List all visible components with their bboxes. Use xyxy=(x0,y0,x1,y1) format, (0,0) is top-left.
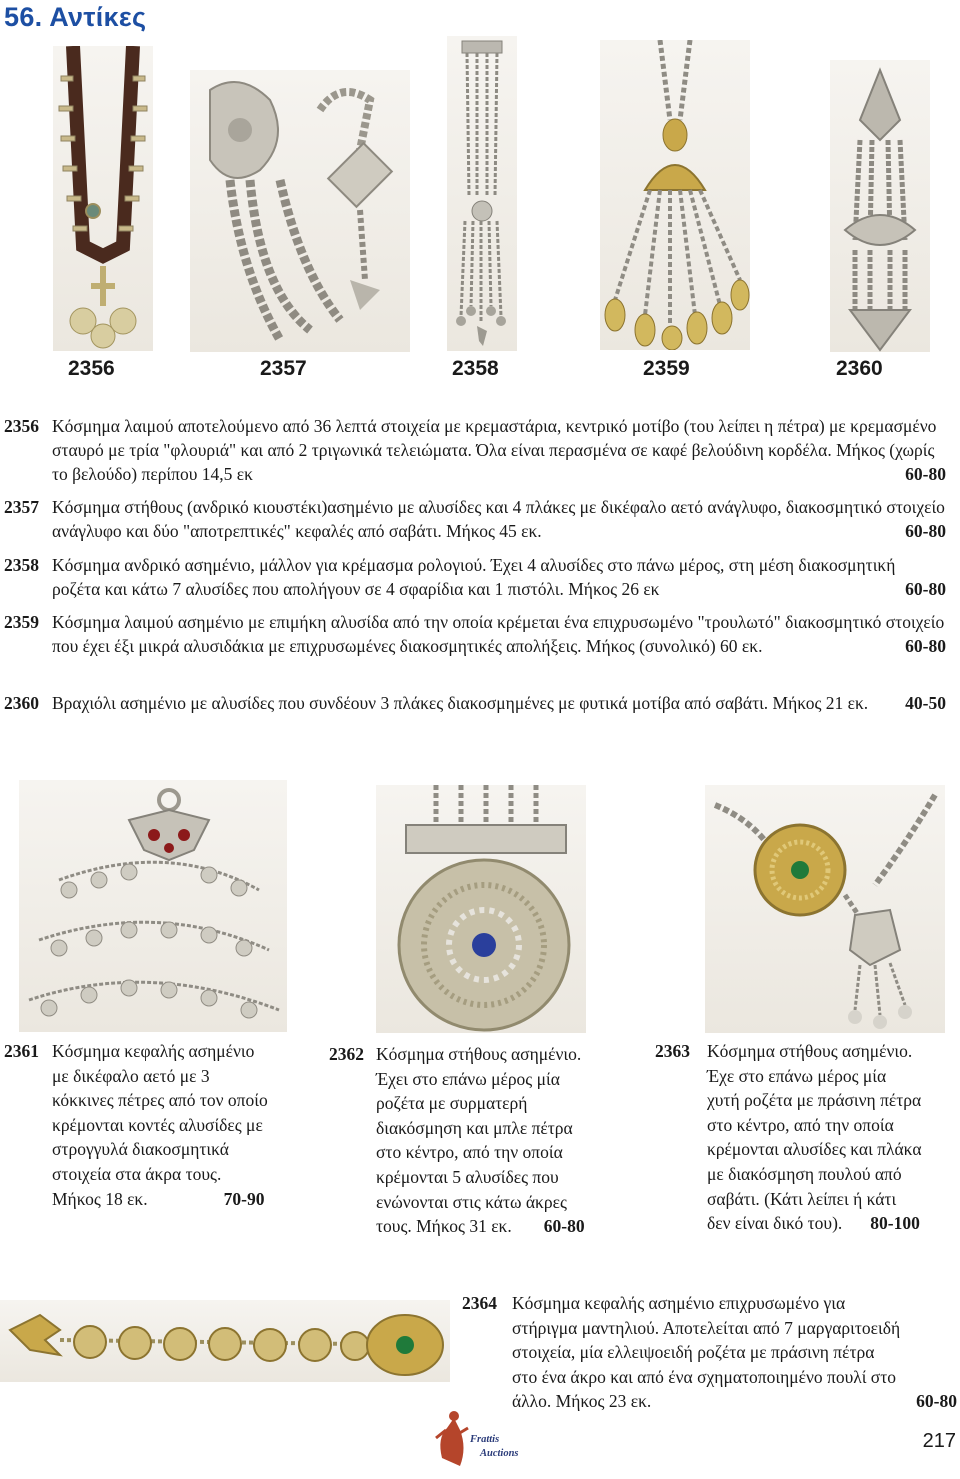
lot-text-line: Κόσμημα κεφαλής ασημένιο επιχρυσωμένο για xyxy=(512,1293,846,1313)
lot-text-line: τους. Μήκος 31 εκ. xyxy=(376,1216,512,1237)
rosette-chain-photo-icon xyxy=(705,785,945,1033)
lot-number: 2356 xyxy=(4,416,39,436)
lot-text-line: σαβάτι. (Κάτι λείπει ή κάτι xyxy=(707,1188,897,1209)
lot-text-line: στρογγυλά διακοσμητικά xyxy=(52,1139,229,1160)
lot-number: 2361 xyxy=(4,1041,39,1061)
lot-description-2358 xyxy=(4,553,946,601)
lot-text-line: στο κέντρο, από την οποία xyxy=(376,1142,563,1163)
lot-description-2356 xyxy=(4,414,946,486)
lot-text: Βραχιόλι ασημένιο με αλυσίδες που συνδέουν 3 πλάκες διακοσμημένες με φυτικά μοτίβα από σαβάτι. Μήκος 21 εκ. xyxy=(52,693,869,713)
lot-price: 60-80 xyxy=(905,521,946,541)
lot-label-2360: 2360 xyxy=(836,357,883,380)
necklace-ribbon-photo-icon xyxy=(53,46,153,351)
lot-price: 60-80 xyxy=(905,464,946,484)
lot-text-line: Μήκος 18 εκ. xyxy=(52,1188,148,1209)
lot-text-line: κόκκινες πέτρες από τον οποίο xyxy=(52,1090,268,1111)
lot-price: 40-50 xyxy=(905,693,946,713)
chest-ornament-photo-icon xyxy=(190,70,410,352)
lot-text-line: Κόσμημα στήθους ασημένιο. xyxy=(707,1041,913,1061)
lot-text-line: κρέμονται κοντές αλυσίδες με xyxy=(52,1114,263,1135)
lot-price: 80-100 xyxy=(870,1213,920,1234)
lot-text-line: δεν είναι δικό του). xyxy=(707,1213,843,1234)
lot-description-2360 xyxy=(4,691,946,715)
lot-text-line: κρέμονται 5 αλυσίδες που xyxy=(376,1166,559,1187)
lot-text: Κόσμημα στήθους (ανδρικό κιουστέκι)ασημένιο με αλυσίδες και 4 πλάκες με δικέφαλο αετό ανάγλυφο, διακοσμητικό στοιχείο ανάγλυφο και δύο "αποτρεπτικές" κεφαλές από σαβάτι. Μήκος 45 εκ. xyxy=(52,497,945,541)
lot-text: Κόσμημα ανδρικό ασημένιο, μάλλον για κρέμασμα ρολογιού. Έχει 4 αλυσίδες στο πάνω μέρος, στη μέση διακοσμητική ροζέτα και κάτω 7 αλυσίδες που απολήγουν σε 4 σφαρίδια και 1 πιστόλι. Μήκος 26 εκ xyxy=(52,555,896,599)
lot-description-2363 xyxy=(655,1039,955,1236)
lot-text: Κόσμημα λαιμού ασημένιο με επιμήκη αλυσίδα από την οποία κρέμεται ένα επιχρυσωμένο "τρουλωτό" διακοσμητικό στοιχείο που έχει έξι μικρά αλυσιδάκια με επιχρυσωμένες διακοσμητικές απολήξεις. Μήκος (συνολικό) 60 εκ. xyxy=(52,612,945,656)
lot-label-2359: 2359 xyxy=(643,357,690,380)
lot-text-line: με διακόσμηση πουλού από xyxy=(707,1163,902,1184)
lot-text: Κόσμημα λαιμού αποτελούμενο από 36 λεπτά στοιχεία με κρεμαστάρια, κεντρικό μοτίβο (του λείπει η πέτρα) με κρεμασμένο σταυρό με τρία "φλουριά" και από 2 τριγωνικά τελειώματα. Όλα είναι περασμένα σε καφέ βελούδινη κορδέλα. Μήκος (χωρίς το βελούδο) περίπου 14,5 εκ xyxy=(52,416,937,484)
lot-text-line: στήριγμα μαντηλιού. Αποτελείται από 7 μαργαριτοειδή xyxy=(512,1317,901,1338)
lot-price: 60-80 xyxy=(905,579,946,599)
lot-text-line: με δικέφαλο αετό με 3 xyxy=(52,1065,210,1086)
head-ornament-photo-icon xyxy=(19,780,287,1032)
lot-description-2359 xyxy=(4,610,946,658)
lot-text-line: άλλο. Μήκος 23 εκ. xyxy=(512,1391,652,1412)
page-number: 217 xyxy=(922,1430,956,1452)
gilded-pendant-photo-icon xyxy=(600,40,750,350)
bracelet-photo-icon xyxy=(830,60,930,352)
watch-chain-photo-icon xyxy=(447,36,517,351)
logo-text-line2: Auctions xyxy=(480,1448,519,1459)
lot-text-line: Κόσμημα κεφαλής ασημένιο xyxy=(52,1041,255,1061)
section-title: 56. Αντίκες xyxy=(4,2,147,32)
lot-text-line: ροζέτα με συρματερή xyxy=(376,1093,528,1114)
lot-number: 2358 xyxy=(4,555,39,575)
lot-text-line: ενώνονται στις κάτω άκρες xyxy=(376,1191,567,1212)
lot-description-2364 xyxy=(462,1291,957,1414)
lot-label-2356: 2356 xyxy=(68,357,115,380)
lot-text-line: στο ένα άκρο και από ένα σχηματοποιημένο πουλί στο xyxy=(512,1366,897,1387)
lot-number: 2360 xyxy=(4,693,39,713)
lot-price: 60-80 xyxy=(916,1391,957,1412)
lot-price: 60-80 xyxy=(905,636,946,656)
headscarf-ornament-photo-icon xyxy=(0,1300,450,1382)
page-header xyxy=(0,0,960,34)
frattis-auctions-logo xyxy=(432,1408,542,1474)
lot-description-2361 xyxy=(4,1039,304,1211)
lot-text-line: στοιχεία, μία ελλειψοειδή ροζέτα με πράσινη πέτρα xyxy=(512,1342,875,1363)
lot-price: 60-80 xyxy=(543,1216,585,1237)
lot-text-line: στοιχεία στα άκρα τους. xyxy=(52,1163,222,1184)
lot-number: 2363 xyxy=(655,1041,690,1061)
lot-number: 2357 xyxy=(4,497,39,517)
lot-text-line: Έχει στο επάνω μέρος μία xyxy=(376,1068,560,1089)
lot-label-2358: 2358 xyxy=(452,357,499,380)
lot-text-line: χυτή ροζέτα με πράσινη πέτρα xyxy=(707,1090,922,1111)
logo-text-line1: Frattis xyxy=(470,1434,500,1445)
lot-text-line: Έχε στο επάνω μέρος μία xyxy=(707,1065,887,1086)
lot-number: 2362 xyxy=(329,1044,364,1064)
lot-number: 2364 xyxy=(462,1293,497,1313)
lot-label-2357: 2357 xyxy=(260,357,307,380)
lot-text-line: κρέμονται αλυσίδες και πλάκα xyxy=(707,1139,922,1160)
lot-text-line: στο κέντρο, από την οποία xyxy=(707,1114,894,1135)
lot-description-2357 xyxy=(4,495,946,543)
lot-price: 70-90 xyxy=(223,1188,265,1209)
lot-text-line: Κόσμημα στήθους ασημένιο. xyxy=(376,1044,582,1064)
lot-number-row xyxy=(0,357,960,387)
rosette-chest-ornament-photo-icon xyxy=(376,785,586,1033)
lot-description-2362 xyxy=(329,1042,629,1239)
lot-text-line: διακόσμηση και μπλε πέτρα xyxy=(376,1117,573,1138)
lot-number: 2359 xyxy=(4,612,39,632)
